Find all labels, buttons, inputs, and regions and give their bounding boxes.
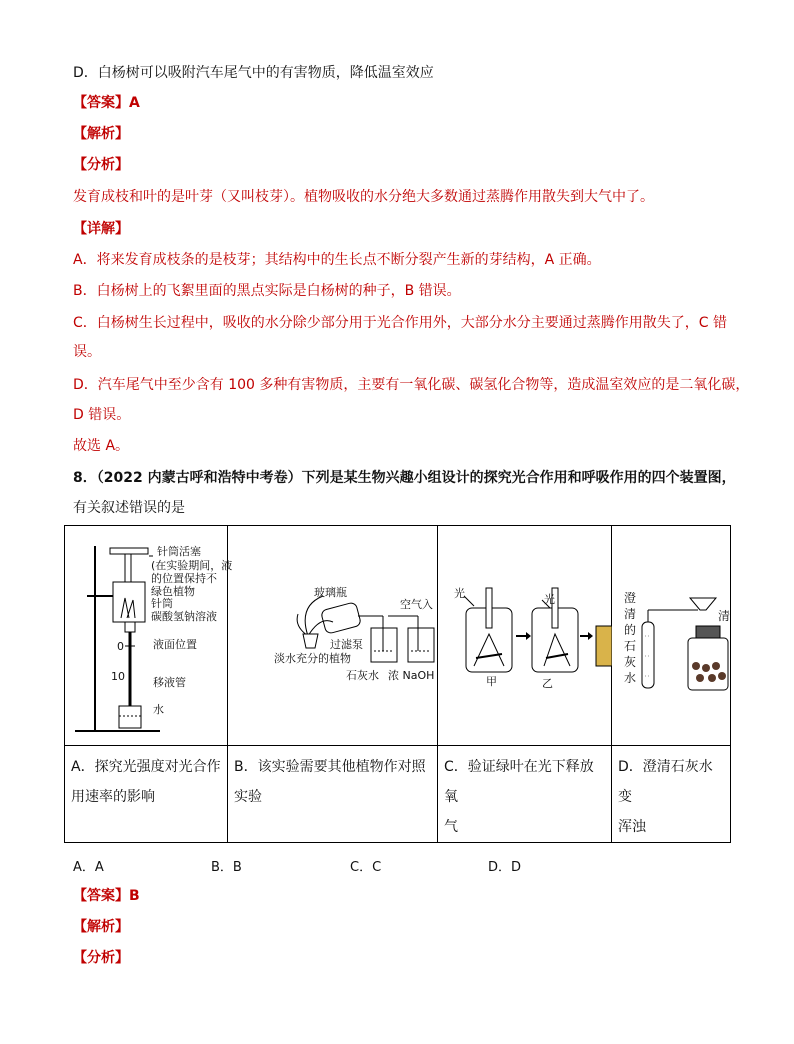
answer-label-2: 【答案】B <box>73 888 140 904</box>
caption-c-line1: C．验证绿叶在光下释放氧 <box>444 759 594 805</box>
label-air-in: 空气入 <box>400 598 433 611</box>
label-d-5: 灰 <box>624 655 637 669</box>
fenxi-label-2: 【分析】 <box>73 950 129 966</box>
answer-label: 【答案】A <box>73 95 140 111</box>
scale-0: 0 <box>117 640 124 653</box>
label-d-6: 水 <box>624 671 637 685</box>
label-syringe: 针筒 <box>151 597 173 610</box>
caption-b <box>228 746 438 843</box>
label-naoh: 浓 NaOH <box>388 669 435 682</box>
label-note-2: 的位置保持不 <box>151 572 217 585</box>
label-d-4: 石 <box>624 639 637 653</box>
caption-d-line1: D．澄清石灰水变 <box>618 759 713 805</box>
caption-b-line1: B．该实验需要其他植物作对照 <box>234 759 426 775</box>
detail-a: A．将来发育成枝条的是枝芽；其结构中的生长点不断分裂产生新的芽结构，A 正确。 <box>73 252 601 268</box>
label-d-3: 的 <box>624 623 637 637</box>
label-green-plant: 绿色植物 <box>151 585 195 598</box>
caption-c-line2: 气 <box>444 819 458 835</box>
label-d-1: 澄 <box>624 591 637 605</box>
label-note-1: (在实验期间，液 <box>151 559 233 572</box>
question-8-line1: 8．（2022 内蒙古呼和浩特中考卷）下列是某生物兴趣小组设计的探究光合作用和呼吸作用的四个装置图， <box>73 470 736 486</box>
label-pipette: 移液管 <box>153 676 186 689</box>
label-piston: 针筒活塞 <box>157 545 201 558</box>
label-water: 水 <box>153 703 164 716</box>
option-c[interactable]: C．C <box>350 860 382 875</box>
label-nahco3: 碳酸氢钠溶液 <box>151 610 217 623</box>
caption-a <box>65 746 228 843</box>
label-jia: 甲 <box>486 675 497 688</box>
label-d-2: 清 <box>624 607 637 621</box>
conclusion: 故选 A。 <box>73 438 130 454</box>
analysis-text: 发育成枝和叶的是叶芽（又叫枝芽）。植物吸收的水分绝大多数通过蒸腾作用散失到大气中了。 <box>73 189 654 205</box>
caption-d <box>612 746 731 843</box>
caption-d-line2: 浑浊 <box>618 819 646 835</box>
question-8-line2: 有关叙述错误的是 <box>73 500 185 516</box>
figure-b-apparatus <box>228 526 438 745</box>
detail-c-line2: 误。 <box>73 344 101 360</box>
jiexi-label-2: 【解析】 <box>73 919 129 935</box>
figure-c-apparatus <box>438 526 612 745</box>
caption-c <box>438 746 612 843</box>
option-a[interactable]: A．A <box>73 860 104 875</box>
caption-a-line2: 用速率的影响 <box>71 789 155 805</box>
caption-b-line2: 实验 <box>234 789 262 805</box>
label-limewater: 石灰水 <box>346 669 379 682</box>
detail-d-line1: D．汽车尾气中至少含有 100 多种有害物质，主要有一氧化碳、碳氢化合物等，造成温室效应的是二氧化碳， <box>73 377 750 393</box>
xiangjie-label: 【详解】 <box>73 221 129 237</box>
detail-d-line2: D 错误。 <box>73 407 131 423</box>
scale-10: 10 <box>111 670 125 683</box>
figure-b-cell <box>228 526 438 746</box>
caption-a-line1: A．探究光强度对光合作 <box>71 759 221 775</box>
label-yi: 乙 <box>542 677 553 690</box>
label-d-7: 清 <box>718 609 731 623</box>
label-watered-plant: 淡水充分的植物 <box>274 652 351 665</box>
option-d-text: D．白杨树可以吸附汽车尾气中的有害物质，降低温室效应 <box>73 65 434 81</box>
detail-c-line1: C．白杨树生长过程中，吸收的水分除少部分用于光合作用外，大部分水分主要通过蒸腾作用散失了，C 错 <box>73 315 727 331</box>
label-filter-pump: 过滤泵 <box>330 638 363 651</box>
figure-d-cell <box>612 526 731 746</box>
fenxi-label: 【分析】 <box>73 157 129 173</box>
detail-b: B．白杨树上的飞絮里面的黑点实际是白杨树的种子，B 错误。 <box>73 283 461 299</box>
label-light-1: 光 <box>454 587 465 600</box>
figure-table <box>64 525 731 843</box>
label-liquid-level: 液面位置 <box>153 638 197 651</box>
figure-c-cell <box>438 526 612 746</box>
option-b[interactable]: B．B <box>211 860 242 875</box>
label-light-2: 光 <box>544 593 555 606</box>
figure-a-cell <box>65 526 233 746</box>
label-glass-bottle: 玻璃瓶 <box>314 586 347 599</box>
jiexi-label: 【解析】 <box>73 126 129 142</box>
option-d[interactable]: D．D <box>488 860 522 875</box>
